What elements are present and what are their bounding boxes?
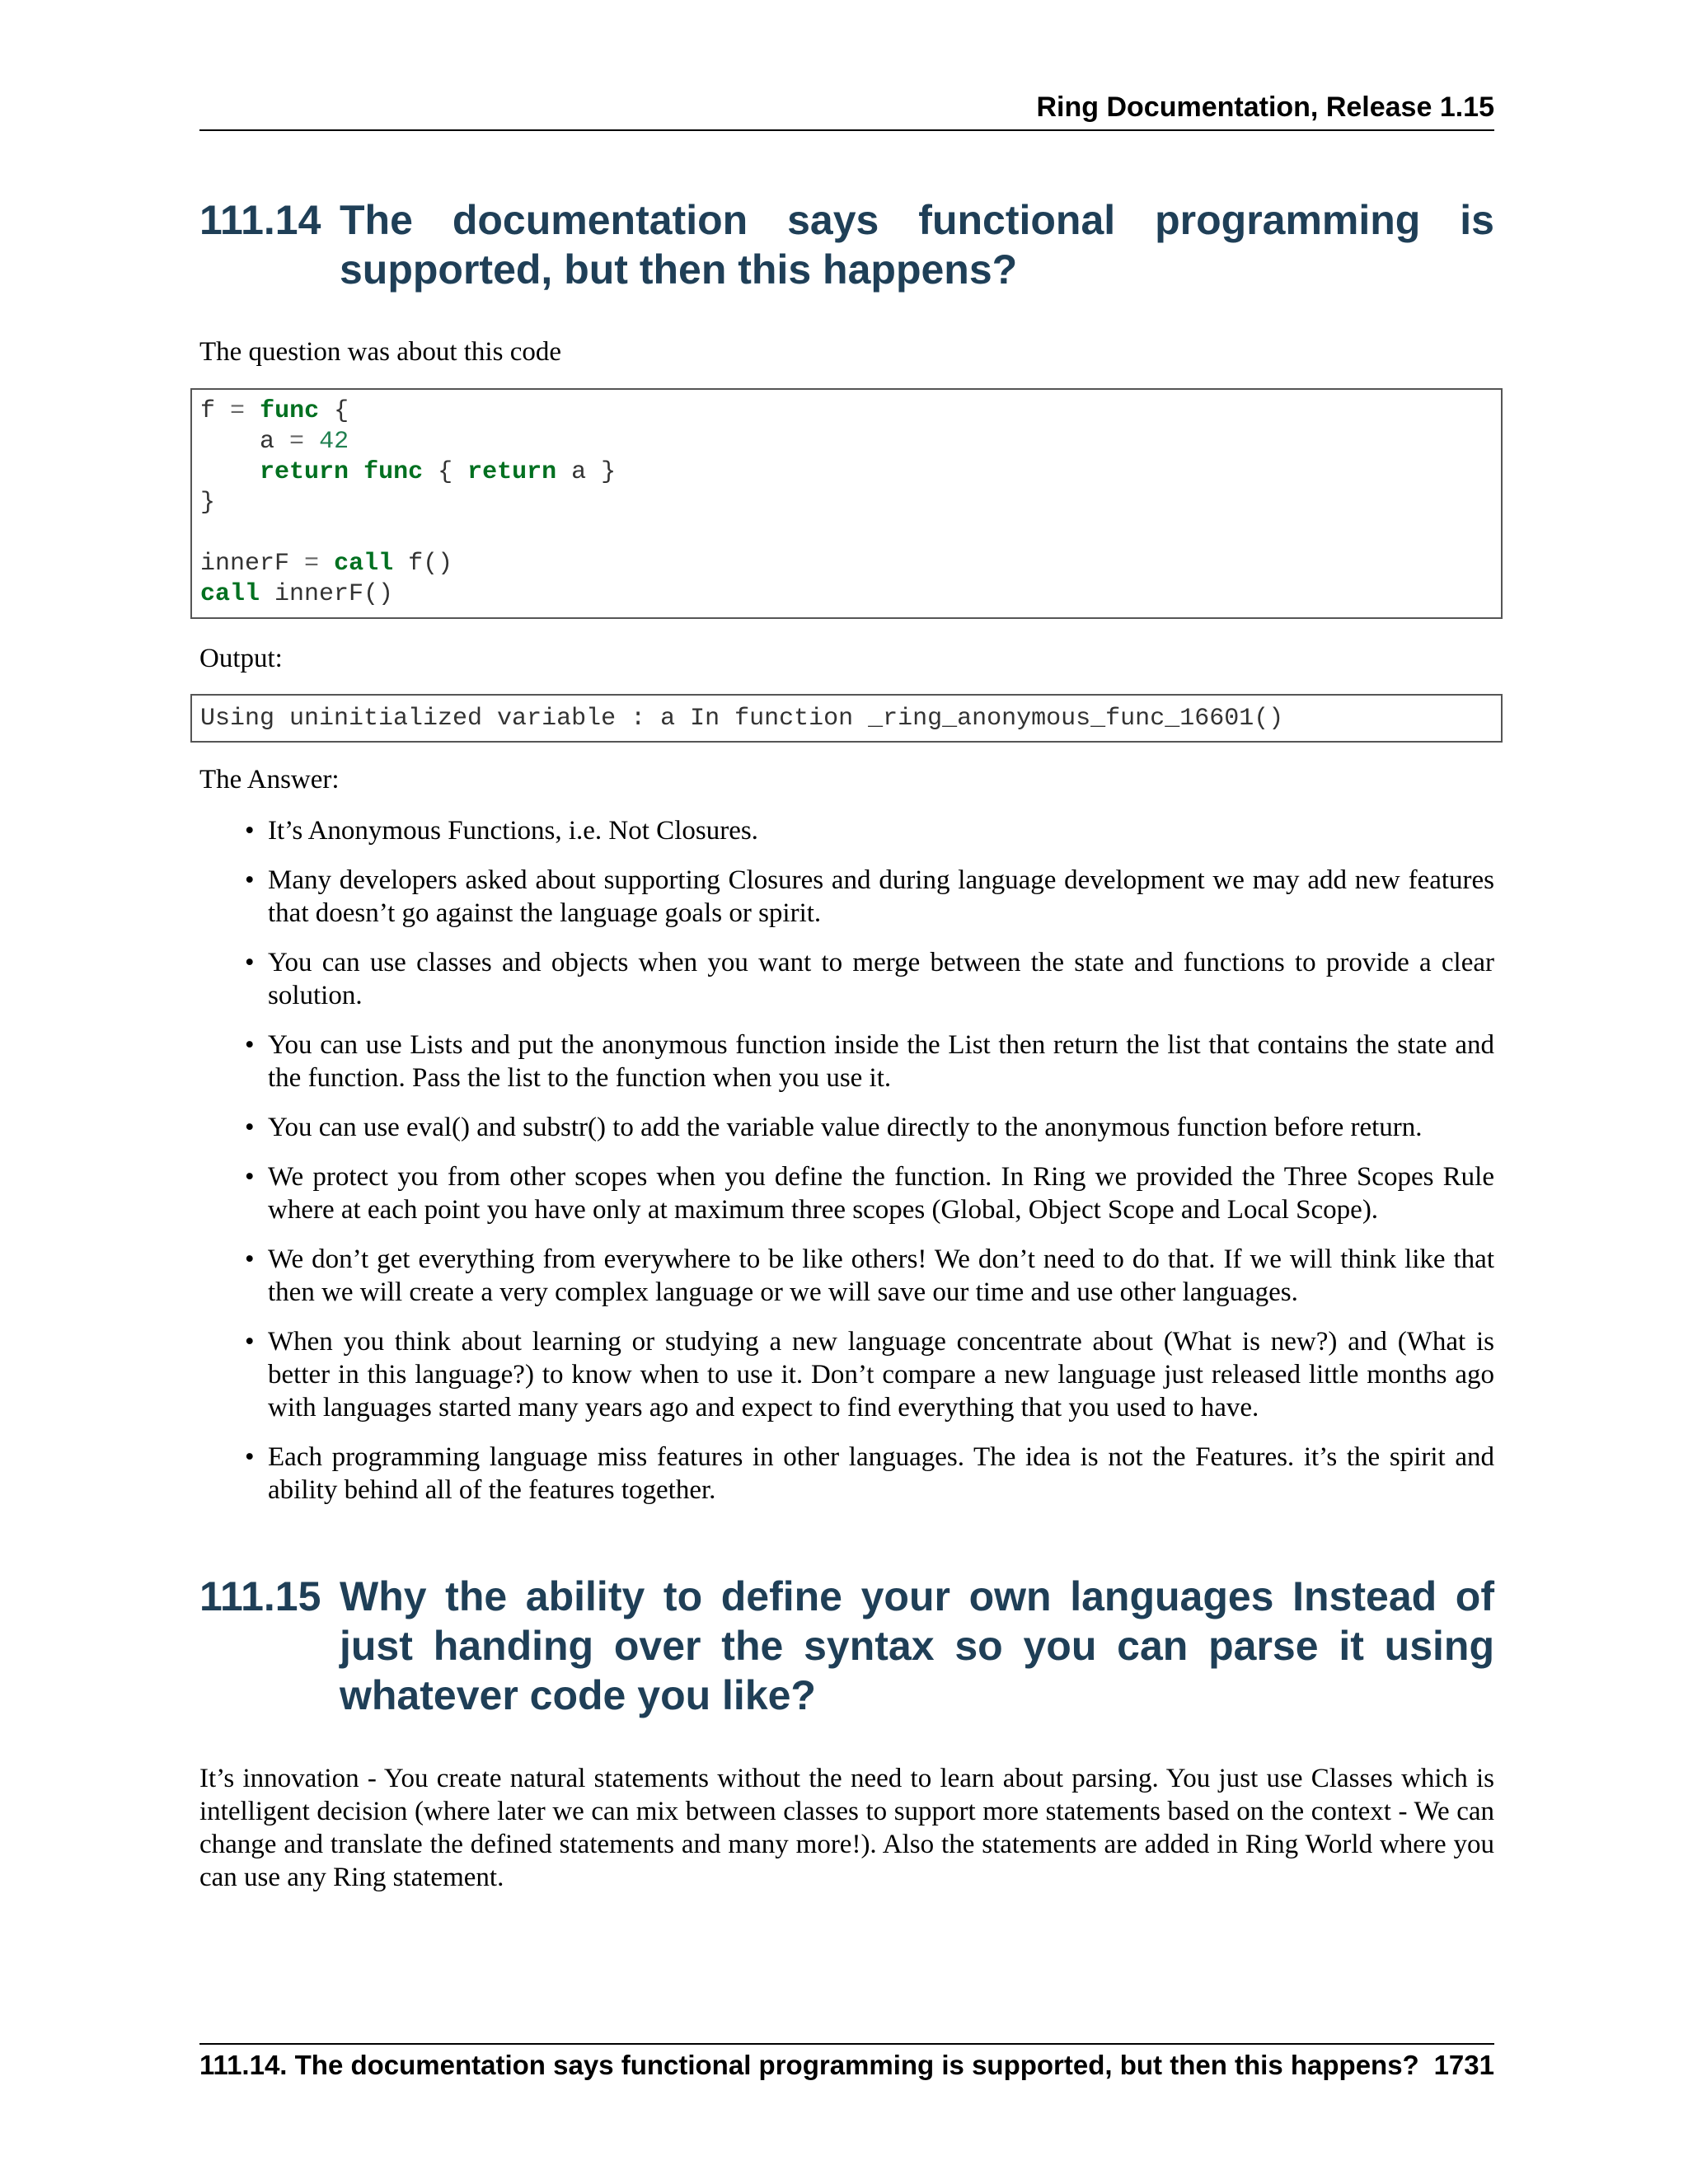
code-line-7: call innerF() [200, 580, 394, 608]
answer-label: The Answer: [199, 765, 340, 794]
footer-rule [199, 2043, 1494, 2045]
code-line-1: f = func { [200, 397, 349, 425]
footer-section-ref: 111.14. The documentation says functional programming is supported, but then this happens? [199, 2050, 1419, 2080]
output-label: Output: [199, 644, 283, 673]
code-line-3: return func { return a } [260, 458, 617, 486]
code-line-4: } [200, 489, 216, 517]
running-header: Ring Documentation, Release 1.15 [1036, 91, 1494, 123]
list-item: • Each programming language miss features in other languages. The idea is not the Features. it’s the spirit and ability behind all of the features together. [245, 1442, 1494, 1505]
section-number: 111.15 [199, 1573, 321, 1619]
bullet-icon: • [245, 1030, 255, 1060]
bullet-icon: • [245, 948, 255, 977]
answer-bullet-list [199, 814, 1494, 1523]
list-item: • You can use eval() and substr() to add the variable value directly to the anonymous function before return. [245, 1113, 1423, 1142]
section-title: Why the ability to define your own languages Instead of just handing over the syntax so you can parse it using whatever code you like? [340, 1573, 1494, 1718]
section-number: 111.14 [199, 197, 321, 243]
list-item: • We protect you from other scopes when you define the function. In Ring we provided the Three Scopes Rule where at each point you have only at maximum three scopes (Global, Object Scope and Local Scope). [245, 1162, 1494, 1225]
code-block [190, 388, 1503, 619]
section-title: The documentation says functional programming is supported, but then this happens? [340, 197, 1494, 293]
list-item: • It’s Anonymous Functions, i.e. Not Closures. [245, 816, 758, 846]
list-item: • Many developers asked about supporting Closures and during language development we may add new features that doesn’t go against the language goals or spirit. [245, 865, 1494, 928]
section-heading-111-15 [199, 1572, 1494, 1720]
bullet-icon: • [245, 1244, 255, 1274]
code-line-2: a = 42 [260, 428, 349, 456]
bullet-icon: • [245, 865, 255, 895]
code-line-6: innerF = call f() [200, 550, 453, 578]
list-item: • We don’t get everything from everywhere to be like others! We don’t need to do that. If we will think like that then we will create a very complex language or we will save our time and use other languages. [245, 1244, 1494, 1307]
list-item: • You can use classes and objects when you want to merge between the state and functions to provide a clear solution. [245, 948, 1494, 1010]
intro-paragraph: The question was about this code [199, 337, 561, 367]
header-rule [199, 129, 1494, 131]
bullet-icon: • [245, 1442, 255, 1472]
page-number: 1731 [1433, 2050, 1494, 2080]
running-footer [199, 2049, 1494, 2082]
list-item: • When you think about learning or studying a new language concentrate about (What is new?) and (What is better in this language?) to know when to use it. Don’t compare a new language just released little months ago with languages started many years ago and expect to find everything that you used to have. [245, 1327, 1494, 1422]
list-item: • You can use Lists and put the anonymous function inside the List then return the list that contains the state and the function. Pass the list to the function when you use it. [245, 1030, 1494, 1093]
output-block: Using uninitialized variable : a In function _ring_anonymous_func_16601() [190, 694, 1503, 743]
bullet-icon: • [245, 816, 255, 846]
bullet-icon: • [245, 1327, 255, 1357]
section2-body: It’s innovation - You create natural statements without the need to learn about parsing. You just use Classes which is intelligent decision (where later we can mix between classes to support more statements based on the context - We can change and translate the defined statements and many more!). Also the statements are added in Ring World where you can use any Ring statement. [199, 1764, 1494, 1892]
section-heading-111-14 [199, 195, 1494, 294]
bullet-icon: • [245, 1162, 255, 1192]
bullet-icon: • [245, 1113, 255, 1142]
